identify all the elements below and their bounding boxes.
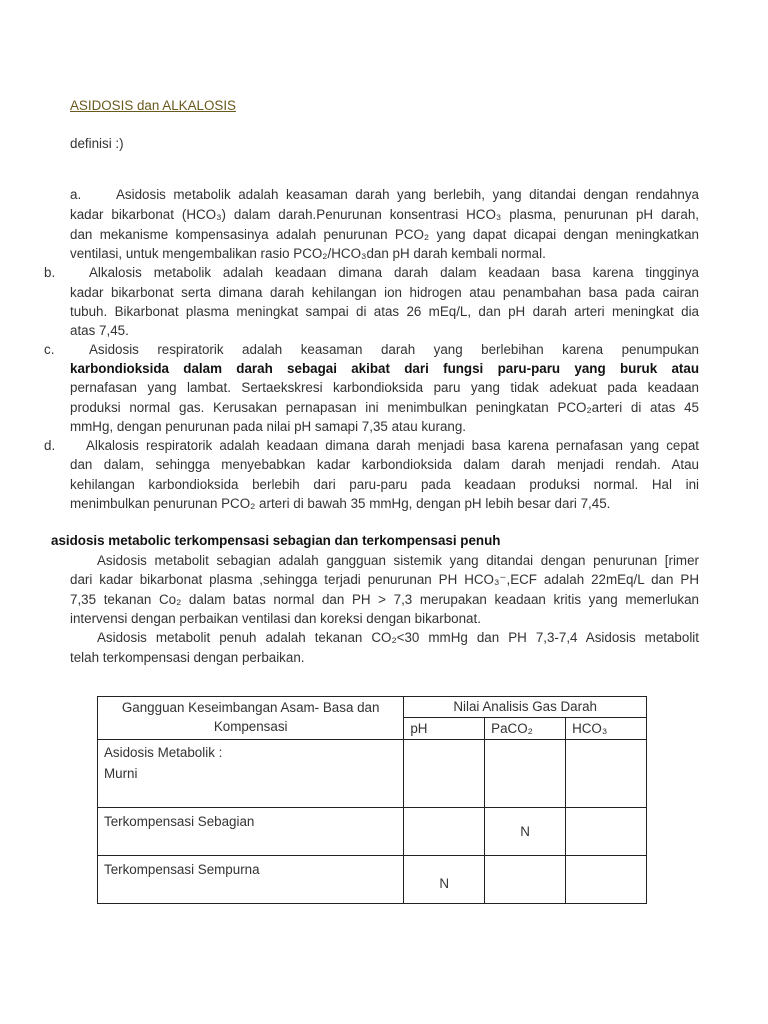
table-row-label: Terkompensasi Sempurna — [98, 856, 404, 904]
table-row — [98, 856, 647, 904]
paragraph-2-line-1: Asidosis metabolit penuh adalah tekanan CO₂<30 mmHg dan PH 7,3-7,4 Asidosis metabolit — [97, 630, 699, 645]
table-column-hco3: HCO₃ — [566, 718, 647, 740]
table-cell-paco2: N — [485, 808, 566, 856]
table-cell-ph — [404, 808, 485, 856]
paragraph-1-line-4: intervensi dengan perbaikan ventilasi dan koreksi dengan bikarbonat. — [70, 611, 481, 626]
table-cell-hco3 — [566, 808, 647, 856]
definition-a-line-4: ventilasi, untuk mengembalikan rasio PCO₂/HCO₃dan pH darah kembali normal. — [70, 246, 546, 261]
paragraph-1-line-3: 7,35 tekanan Co₂ dalam batas normal dan PH > 7,3 merupakan keadaan kritis yang memerlukan — [70, 592, 699, 607]
definition-c-line-5: mmHg, dengan penurunan pada nilai pH samapi 7,35 atau kurang. — [70, 419, 467, 434]
definition-b-line-4: atas 7,45. — [70, 323, 129, 338]
definition-b-line-1: Alkalosis metabolik adalah keadaan dimana darah dalam keadaan basa karena tingginya — [89, 265, 699, 280]
table-row-label: Terkompensasi Sebagian — [98, 808, 404, 856]
definisi-label: definisi :) — [70, 136, 124, 151]
definition-c-line-3: pernafasan yang lambat. Sertaekskresi karbondioksida paru yang tidak adekuat pada keadaan — [70, 380, 699, 395]
definition-a-line-2: kadar bikarbonat (HCO₃) dalam darah.Penurunan konsentrasi HCO₃ plasma, penurunan pH darah, — [70, 207, 699, 222]
definition-marker-a: a. — [70, 187, 82, 202]
table-cell-paco2 — [485, 740, 566, 808]
table-cell-hco3 — [566, 856, 647, 904]
paragraph-1-line-2: dari kadar bikarbonat plasma ,sehingga terjadi penurunan PH HCO₃⁻,ECF adalah 22mEq/L dan PH — [70, 572, 699, 587]
table-row-label: Asidosis Metabolik : Murni — [98, 740, 404, 808]
definition-marker-c: c. — [44, 342, 55, 357]
definition-b-line-3: tubuh. Bikarbonat plasma meningkat sampai di atas 26 mEq/L, dan pH darah arteri meningkat dia — [70, 304, 699, 319]
section-heading: asidosis metabolic terkompensasi sebagian dan terkompensasi penuh — [51, 533, 501, 548]
table-cell-ph — [404, 740, 485, 808]
definition-d-line-1: Alkalosis respiratorik adalah keadaan dimana darah menjadi basa karena pernafasan yang cepat — [86, 438, 699, 453]
page-title: ASIDOSIS dan ALKALOSIS — [70, 98, 236, 113]
blood-gas-table — [97, 696, 647, 904]
table-cell-hco3 — [566, 740, 647, 808]
definition-c-line-1: Asidosis respiratorik adalah keasaman darah yang berlebihan karena penumpukan — [89, 342, 699, 357]
definition-a-line-3: dan mekanisme kompensasinya adalah penurunan PCO₂ yang dapat dicapai dengan meningkatkan — [70, 227, 699, 242]
table-column-paco2: PaCO₂ — [485, 718, 566, 740]
definition-d-line-4: menimbulkan penurunan PCO₂ arteri di bawah 35 mmHg, dengan pH lebih besar dari 7,45. — [70, 496, 611, 511]
table-row — [98, 740, 647, 808]
definition-c-line-2: karbondioksida dalam darah sebagai akibat dari fungsi paru-paru yang buruk atau — [70, 361, 699, 376]
paragraph-2-line-2: telah terkompensasi dengan perbaikan. — [70, 650, 305, 665]
paragraph-1-line-1: Asidosis metabolit sebagian adalah gangguan sistemik yang ditandai dengan penurunan [rimer — [97, 553, 699, 568]
definition-c-line-4: produksi normal gas. Kerusakan pernapasan ini menimbulkan peningkatan PCO₂arteri di atas 45 — [70, 400, 699, 415]
definition-marker-d: d. — [44, 438, 56, 453]
table-row — [98, 808, 647, 856]
table-cell-paco2 — [485, 856, 566, 904]
table-cell-ph: N — [404, 856, 485, 904]
definition-marker-b: b. — [44, 265, 56, 280]
definition-d-line-2: dan dalam, sehingga menyebabkan kadar karbondioksida dalam darah menjadi rendah. Atau — [70, 457, 699, 472]
table-header-gas-analysis: Nilai Analisis Gas Darah — [404, 697, 647, 718]
table-header-disorder: Gangguan Keseimbangan Asam- Basa dan Kompensasi — [98, 697, 404, 740]
definition-d-line-3: kehilangan karbondioksida berlebih dari paru-paru pada keadaan produksi normal. Hal ini — [70, 477, 699, 492]
definition-b-line-2: kadar bikarbonat serta dimana darah kehilangan ion hidrogen atau penambahan basa pada cairan — [70, 285, 699, 300]
table-column-ph: pH — [404, 718, 485, 740]
definition-a-line-1: Asidosis metabolik adalah keasaman darah yang berlebih, yang ditandai dengan rendahnya — [116, 187, 699, 202]
